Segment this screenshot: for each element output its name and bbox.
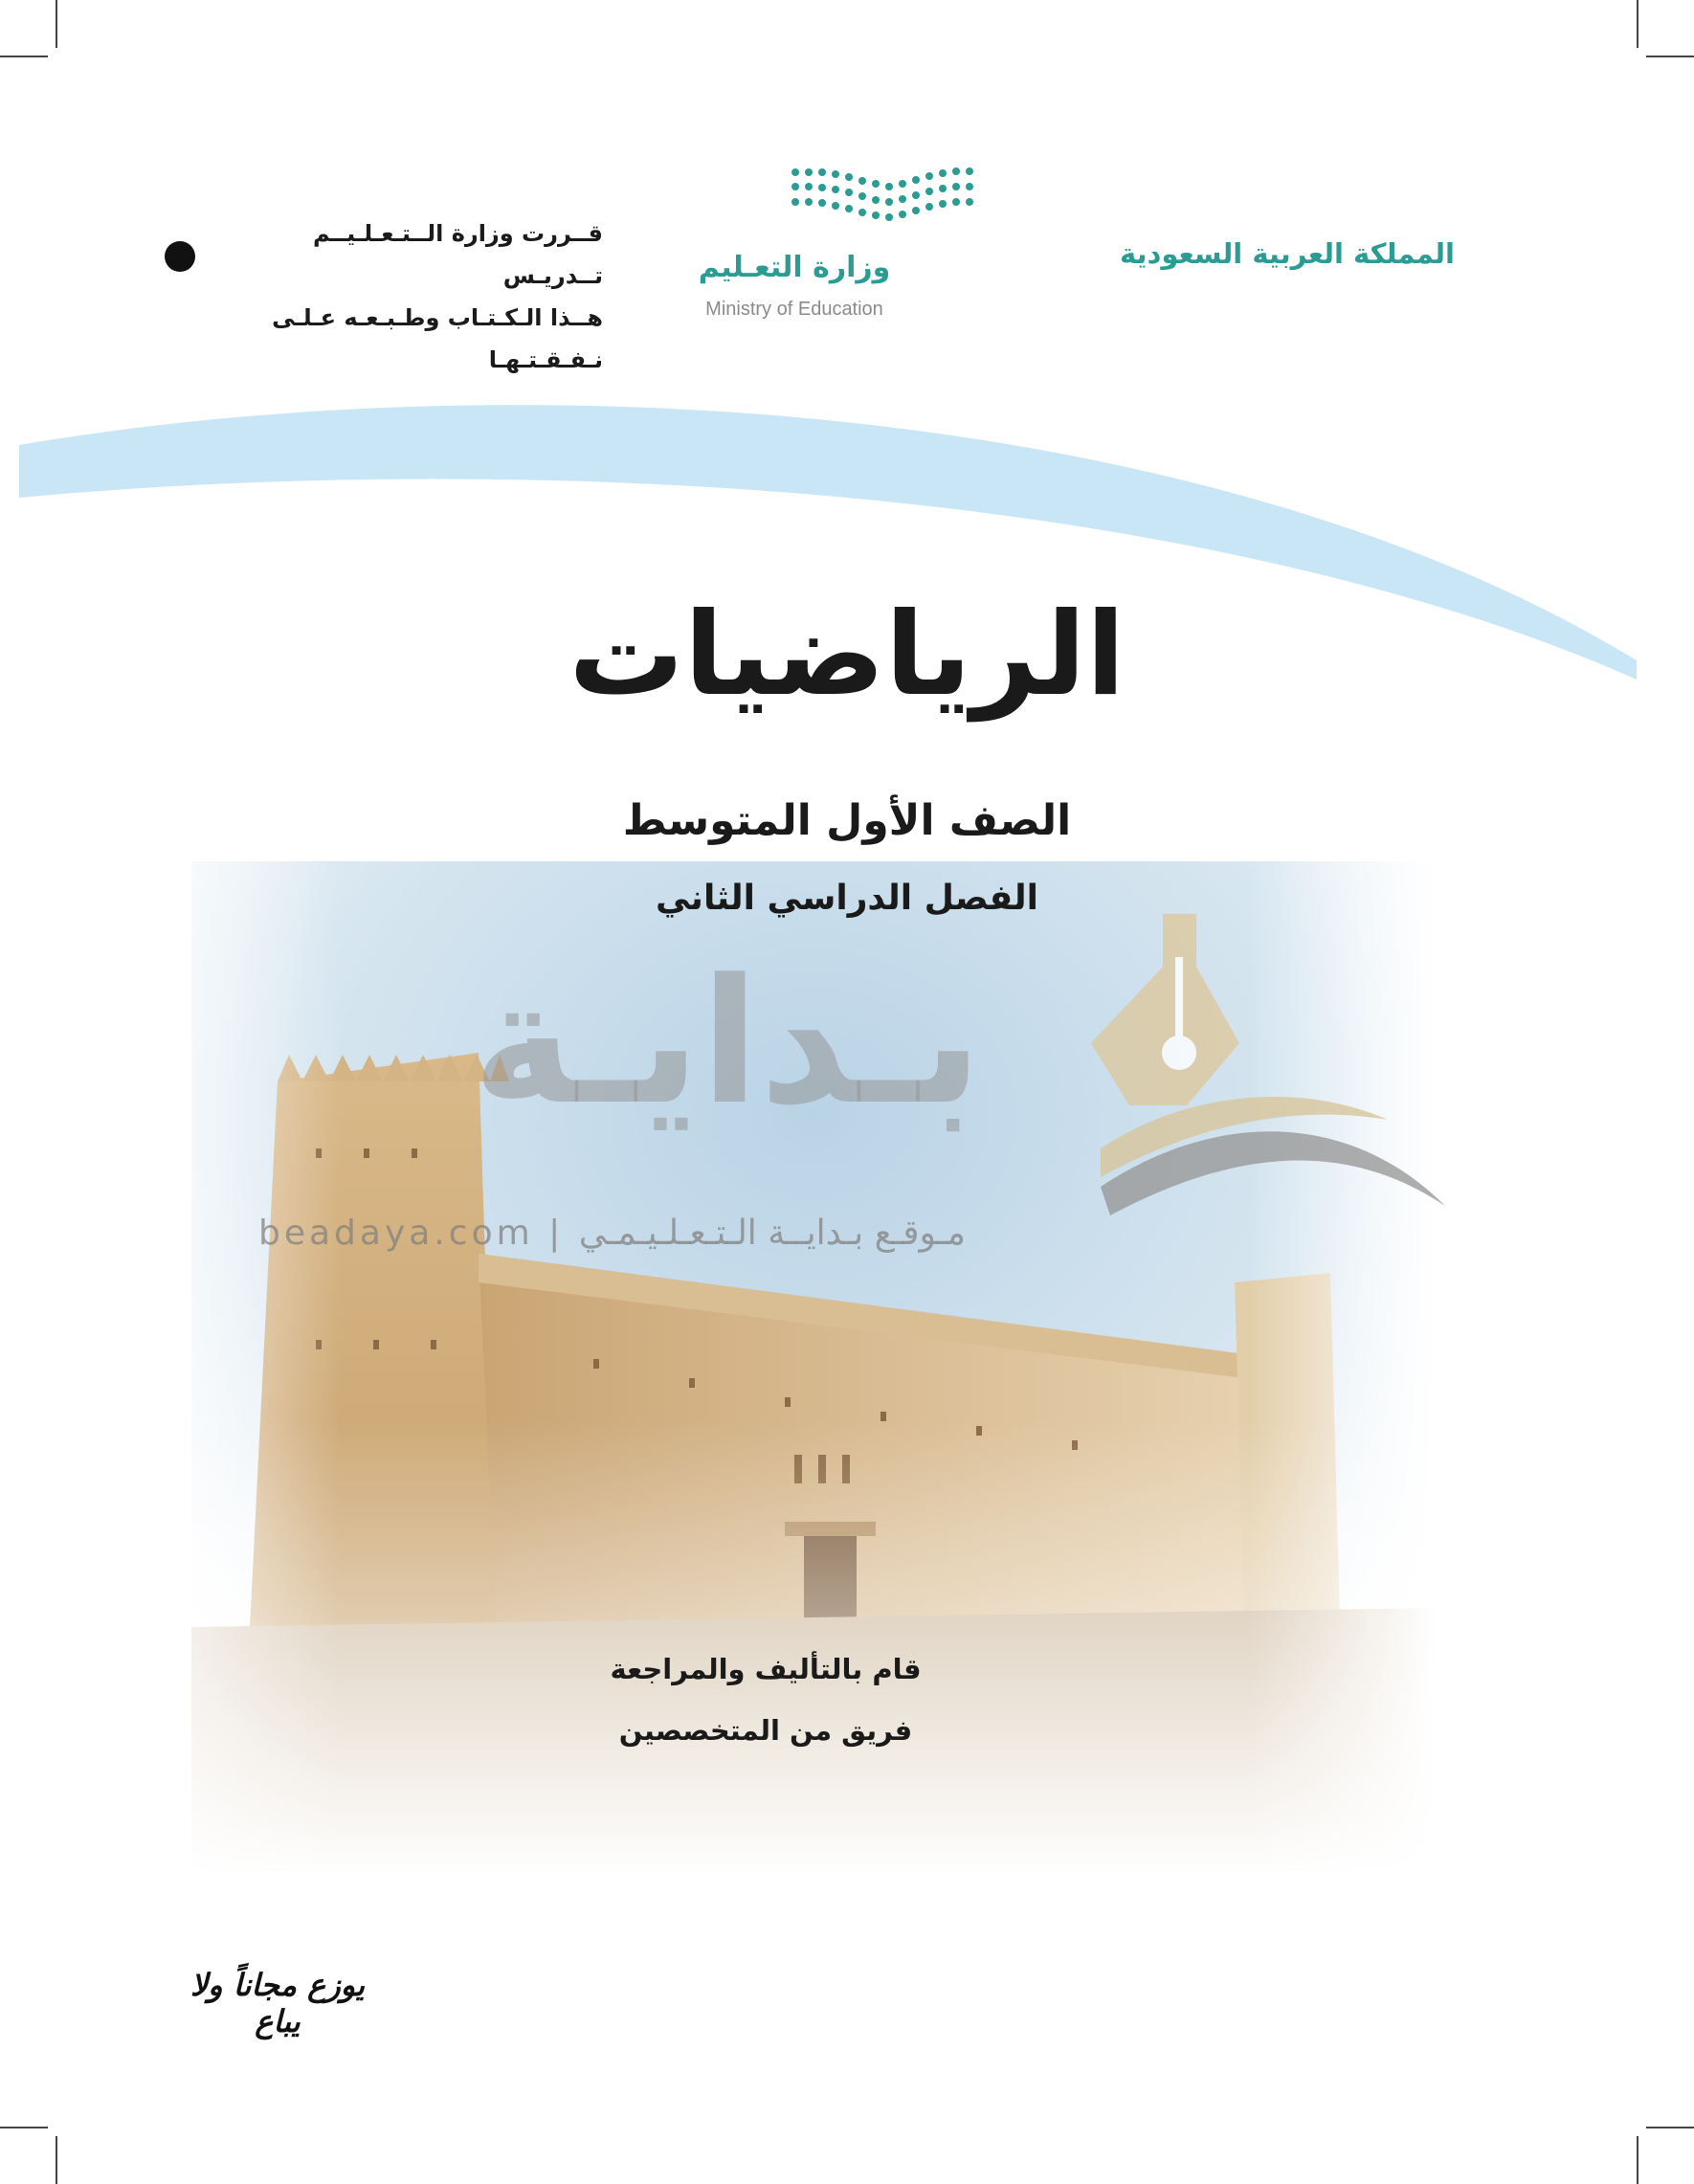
ministry-name-english: Ministry of Education <box>705 299 883 320</box>
grade-label: الصف الأول المتوسط <box>622 796 1072 845</box>
crop-mark <box>0 2127 48 2128</box>
crop-mark <box>1646 56 1694 57</box>
decree-line-2: هــذا الـكـتـاب وطـبـعـه عـلـى نـفـقـتـهـا <box>272 304 603 373</box>
watermark-word: بـدايـة <box>472 943 983 1143</box>
kingdom-label: المملكة العربية السعودية <box>1120 237 1455 270</box>
decree-notice <box>220 212 603 381</box>
crop-mark <box>56 0 57 48</box>
crop-mark <box>1637 2136 1638 2184</box>
book-title: الرياضيات <box>568 589 1126 722</box>
crop-mark <box>1646 2127 1694 2128</box>
term-label: الفصل الدراسي الثاني <box>656 879 1038 918</box>
pen-nib-icon <box>1072 900 1455 1254</box>
credits-line-2: فريق من المتخصصين <box>618 1714 913 1747</box>
watermark-separator: | <box>548 1214 565 1253</box>
credits <box>555 1638 976 1761</box>
credits-line-1: قام بالتأليف والمراجعة <box>610 1653 922 1685</box>
crop-mark <box>1637 0 1638 48</box>
ministry-name-arabic: وزارة التعـليم <box>698 251 891 284</box>
watermark-tagline: مـوقـع بـدايــة الـتـعـلـيـمـي <box>578 1214 966 1253</box>
free-distribution-note: يوزع مجاناً ولا يباع <box>189 1967 366 2039</box>
crop-mark <box>56 2136 57 2184</box>
watermark-line <box>258 1214 1072 1253</box>
decree-line-1: قــررت وزارة الــتـعـلـيــم تــدريـس <box>312 220 603 289</box>
bullet-icon <box>165 241 195 272</box>
crop-mark <box>0 56 48 57</box>
watermark-site: beadaya.com <box>258 1214 534 1253</box>
